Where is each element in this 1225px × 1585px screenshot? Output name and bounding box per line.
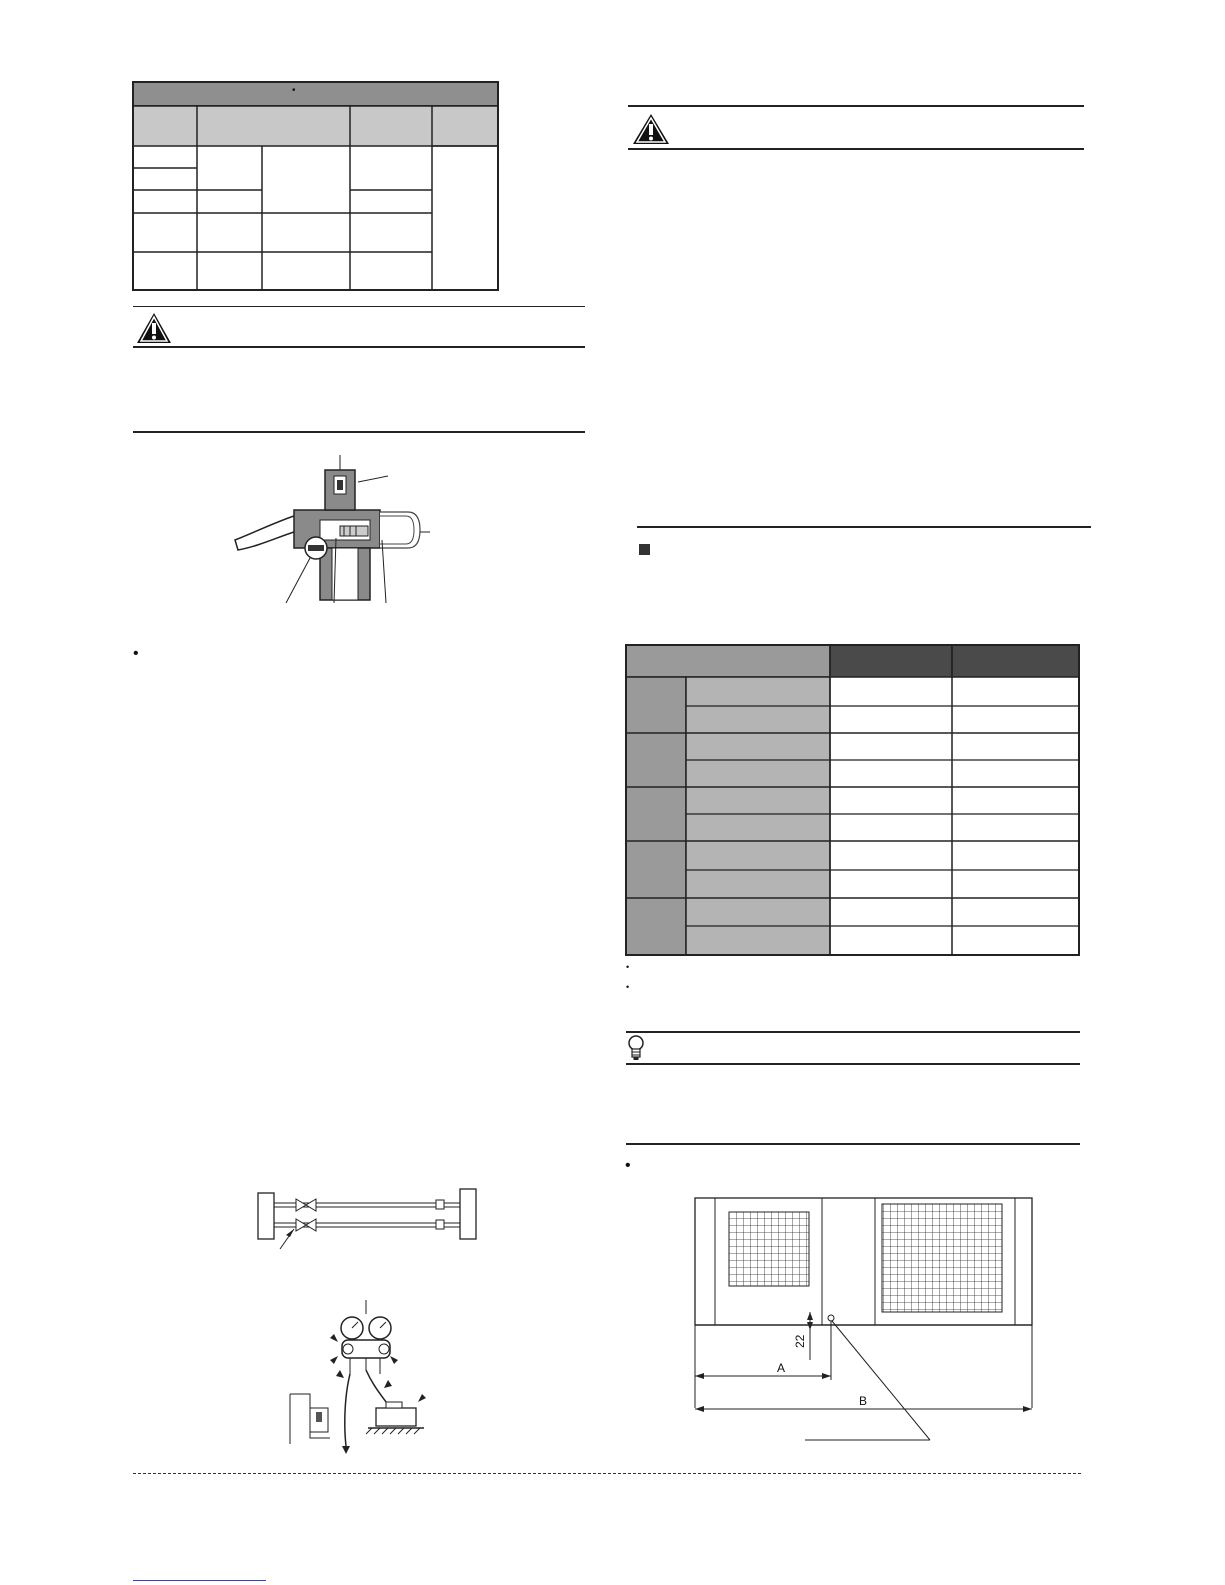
- left-bullet: •: [133, 645, 139, 662]
- dimension-label-a: A: [777, 1361, 786, 1375]
- pipe-valve-schematic: [250, 1185, 490, 1255]
- table-header-mark: •: [292, 85, 296, 96]
- footer-link-underline[interactable]: [133, 1580, 266, 1581]
- note-top-rule: [626, 1031, 1080, 1033]
- dimension-label-b: B: [859, 1394, 868, 1408]
- gauge-manifold-diagram: [280, 1298, 440, 1458]
- dimension-label-22: 22: [793, 1334, 807, 1348]
- table-note-mark-2: •: [626, 982, 630, 992]
- table-note-mark-1: •: [626, 962, 630, 972]
- footer-dashed-rule: [133, 1473, 1081, 1474]
- note-bottom-rule: [626, 1143, 1080, 1145]
- right-bullet: •: [625, 1157, 631, 1174]
- note-mid-rule: [626, 1063, 1080, 1065]
- unit-dimension-drawing: [680, 1190, 1050, 1450]
- lightbulb-icon: [627, 1033, 645, 1063]
